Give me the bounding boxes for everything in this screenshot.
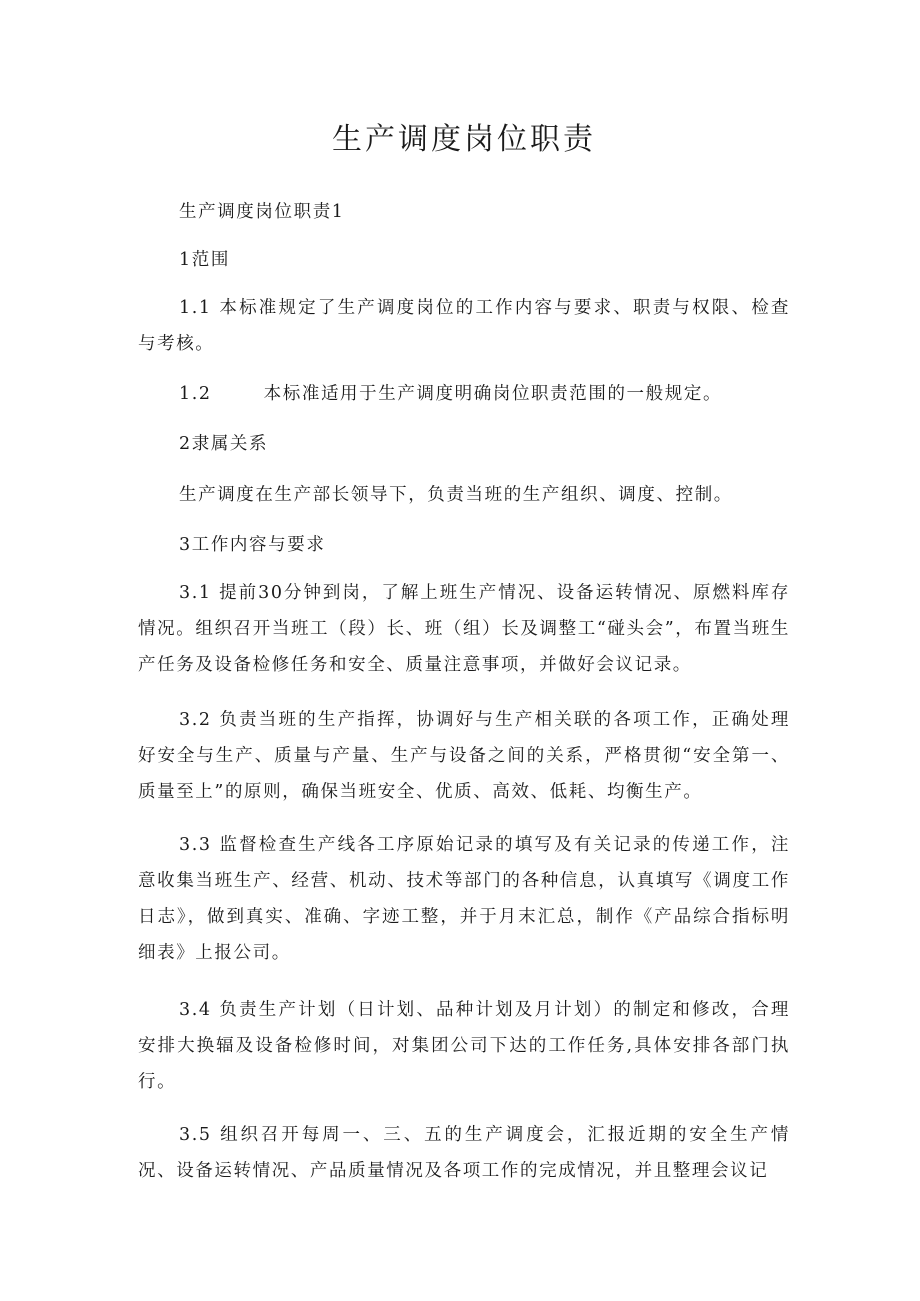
document-title: 生产调度岗位职责 xyxy=(332,122,596,157)
section-2-body: 生产调度在生产部长领导下，负责当班的生产组织、调度、控制。 xyxy=(179,485,733,505)
clause-1-1: 1.1 本标准规定了生产调度岗位的工作内容与要求、职责与权限、检查与考核。 xyxy=(138,298,790,354)
clause-3-5: 3.5 组织召开每周一、三、五的生产调度会，汇报近期的安全生产情况、设备运转情况、产品质量情况及各项工作的完成情况，并且整理会议记 xyxy=(138,1125,790,1181)
clause-1-2-number: 1.2 xyxy=(179,384,212,404)
section-1-heading: 1范围 xyxy=(179,250,230,270)
clause-1-2 xyxy=(138,376,790,412)
subtitle-paragraph: 生产调度岗位职责1 xyxy=(179,202,345,222)
clause-3-1: 3.1 提前30分钟到岗，了解上班生产情况、设备运转情况、原燃料库存情况。组织召开当班工（段）长、班（组）长及调整工“碰头会”，布置当班生产任务及设备检修任务和安全、质量注意事项，并做好会议记录。 xyxy=(138,583,790,675)
section-2-heading: 2隶属关系 xyxy=(179,434,269,454)
clause-3-3: 3.3 监督检查生产线各工序原始记录的填写及有关记录的传递工作，注意收集当班生产、经营、机动、技术等部门的各种信息，认真填写《调度工作日志》，做到真实、准确、字迹工整，并于月末汇总，制作《产品综合指标明细表》上报公司。 xyxy=(138,835,790,963)
clause-1-2-text: 本标准适用于生产调度明确岗位职责范围的一般规定。 xyxy=(263,384,723,404)
clause-3-2: 3.2 负责当班的生产指挥，协调好与生产相关联的各项工作，正确处理好安全与生产、质量与产量、生产与设备之间的关系，严格贯彻“安全第一、质量至上”的原则，确保当班安全、优质、高效、低耗、均衡生产。 xyxy=(138,710,790,802)
section-3-heading: 3工作内容与要求 xyxy=(179,535,326,555)
clause-3-4: 3.4 负责生产计划（日计划、品种计划及月计划）的制定和修改，合理安排大换辐及设备检修时间，对集团公司下达的工作任务,具体安排各部门执行。 xyxy=(138,1000,790,1092)
